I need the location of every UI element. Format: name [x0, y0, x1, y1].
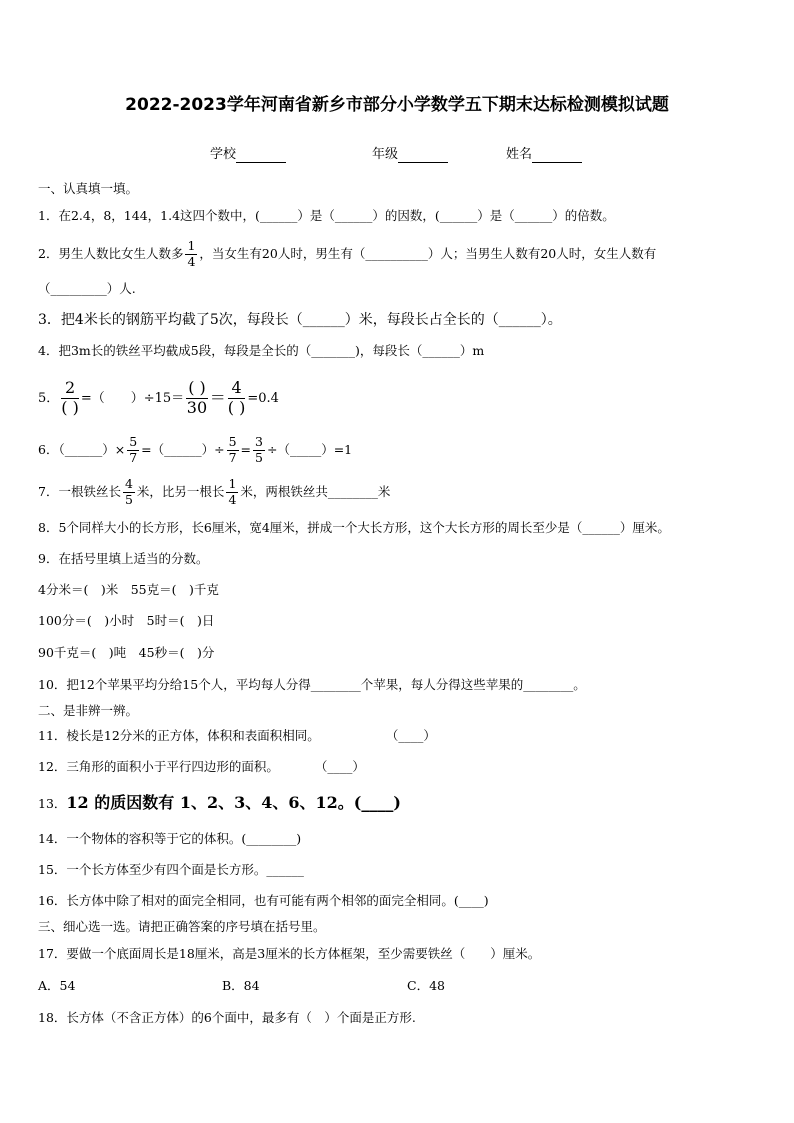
- question-1: 1．在2.4，8，144，1.4这四个数中，(______）是（______）的因数，(______）是（______）的倍数。: [38, 208, 615, 223]
- question-5: 5． 2 ( ) =（ ）÷15＝ ( ) 30 ＝ 4 ( ) =0.4: [38, 378, 279, 417]
- school-label: 学校: [210, 147, 237, 162]
- name-field[interactable]: [506, 143, 582, 163]
- question-8: 8．5个同样大小的长方形，长6厘米，宽4厘米，拼成一个大长方形，这个大长方形的周长至少是（______）厘米。: [38, 520, 670, 535]
- q5-fraction-3: 4 ( ): [227, 378, 246, 417]
- q5-fraction-1: 2 ( ): [61, 378, 79, 417]
- question-12-answer: （____）: [314, 759, 365, 774]
- q6-fraction-3: $\frac{3}{5}$: [255, 434, 263, 465]
- question-13: 13．12 的质因数有 1、2、3、4、6、12。(____): [38, 793, 401, 812]
- section-3-heading: 三、细心选一选。请把正确答案的序号填在括号里。: [38, 919, 326, 934]
- q6-fraction-1: $\frac{5}{7}$: [129, 434, 138, 465]
- fraction-1-4: 1 4: [187, 238, 196, 269]
- question-10: 10．把12个苹果平均分给15个人，平均每人分得________个苹果，每人分得这些苹果的________。: [38, 677, 586, 692]
- question-12: 12．三角形的面积小于平行四边形的面积。 （____）: [38, 759, 365, 774]
- q5-fraction-2: ( ) 30: [186, 378, 208, 417]
- question-2-text-b: ，当女生有20人时，男生有（__________）人；当男生人数有20人时，女生人数有: [199, 245, 657, 261]
- section-2-heading: 二、是非辨一辨。: [38, 703, 139, 718]
- question-9-line-1: 4分米＝( )米 55克＝( )千克: [38, 582, 219, 597]
- section-1-heading: 一、认真填一填。: [38, 181, 139, 196]
- question-9-line-3: 90千克＝( )吨 45秒＝( )分: [38, 645, 215, 660]
- school-field[interactable]: [210, 143, 286, 163]
- question-9-line-2: 100分＝( )小时 5时＝( )日: [38, 613, 215, 628]
- question-11: 11．棱长是12分米的正方体，体积和表面积相同。 （____）: [38, 728, 436, 743]
- grade-label: 年级: [372, 147, 399, 162]
- question-2-text-a: 2．男生人数比女生人数多: [38, 245, 184, 261]
- question-6: 6．（______）× $\frac{5}{7}$ =（______）÷ $\frac{5}{7}$ = $\frac{3}{5}$ ÷（_____）=1: [38, 434, 353, 465]
- q7-fraction-2: 1 4: [228, 476, 237, 507]
- q6-fraction-2: $\frac{5}{7}$: [228, 434, 237, 465]
- question-4: 4．把3m长的铁丝平均截成5段，每段是全长的（_______)，每段长（______）m: [38, 343, 485, 358]
- option-c[interactable]: C．48: [407, 978, 445, 993]
- question-11-answer: （____）: [385, 728, 436, 743]
- page-title: 2022-2023学年河南省新乡市部分小学数学五下期末达标检测模拟试题: [125, 95, 669, 115]
- grade-field[interactable]: [372, 143, 448, 163]
- question-15: 15．一个长方体至少有四个面是长方形。______: [38, 862, 304, 877]
- question-7: 7．一根铁丝长 4 5 米，比另一根长 1 4 米，两根铁丝共________米: [38, 476, 391, 507]
- question-2: [38, 236, 656, 272]
- question-9: 9．在括号里填上适当的分数。: [38, 551, 209, 566]
- q7-fraction-1: 4 5: [124, 476, 133, 507]
- name-label: 姓名: [506, 147, 533, 162]
- question-14: 14．一个物体的容积等于它的体积。(________): [38, 831, 302, 846]
- question-2-continued: （_________）人.: [38, 281, 136, 296]
- question-3: 3．把4米长的钢筋平均截了5次，每段长（______）米，每段长占全长的（______）。: [38, 312, 562, 328]
- question-17: 17．要做一个底面周长是18厘米，高是3厘米的长方体框架，至少需要铁丝（ ）厘米。: [38, 946, 541, 961]
- question-18: 18．长方体（不含正方体）的6个面中，最多有（ ）个面是正方形.: [38, 1010, 416, 1025]
- question-16: 16．长方体中除了相对的面完全相同，也有可能有两个相邻的面完全相同。(____): [38, 893, 489, 908]
- option-b[interactable]: B．84: [222, 978, 260, 993]
- option-a[interactable]: A．54: [38, 978, 76, 993]
